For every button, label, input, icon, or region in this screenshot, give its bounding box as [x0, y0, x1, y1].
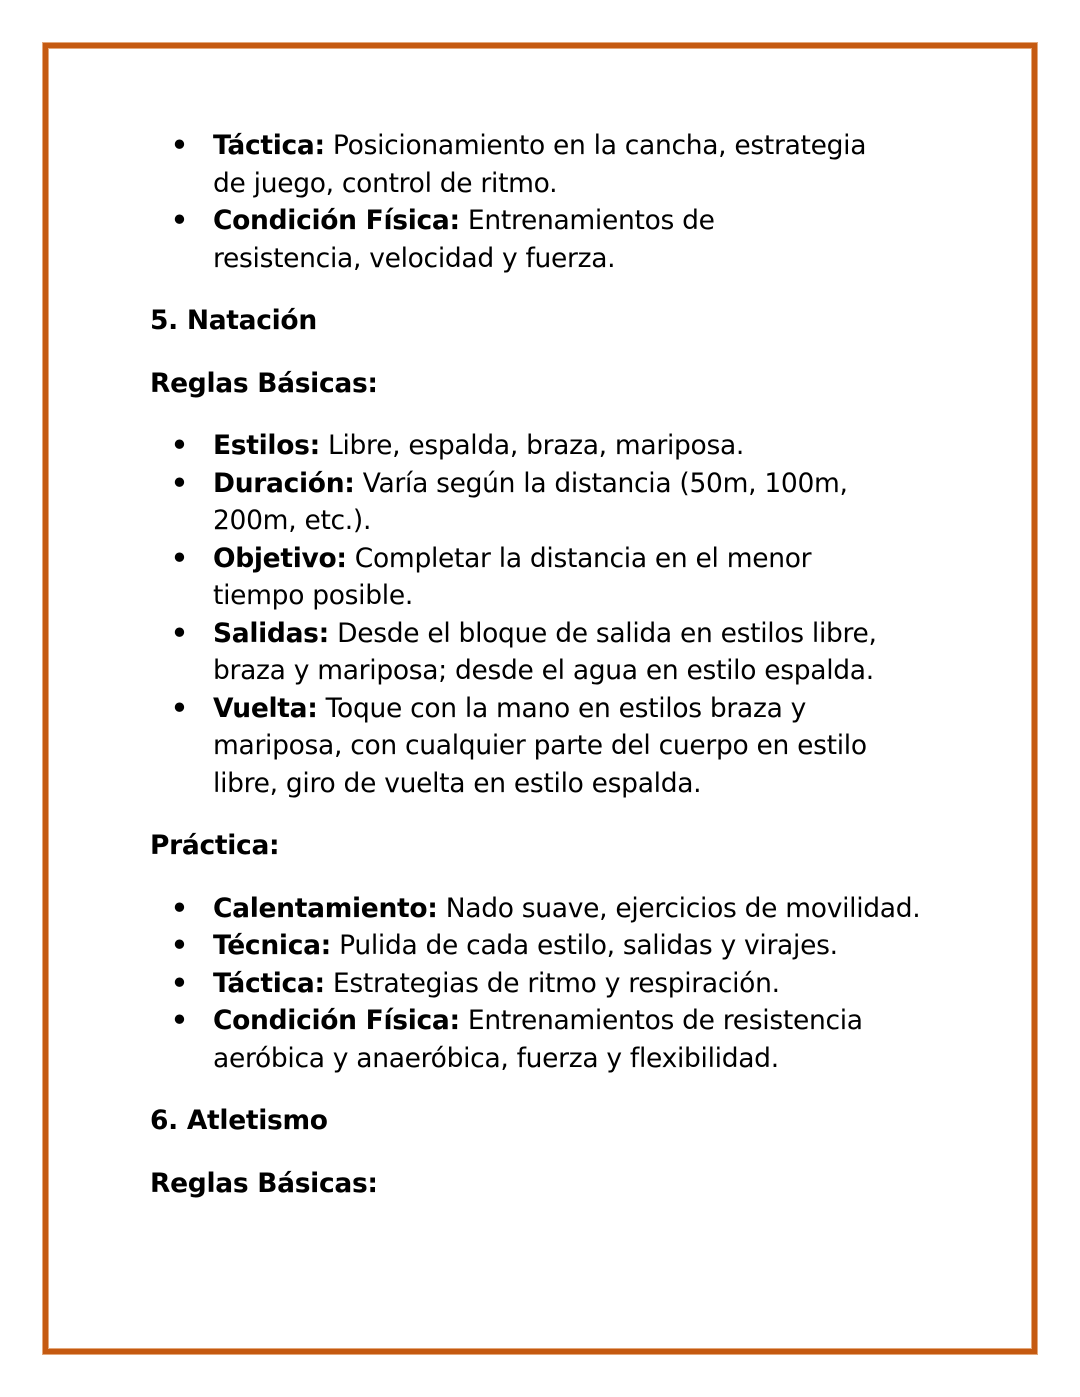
- list-item: [213, 890, 953, 928]
- item-text: Desde el bloque de salida en estilos libre, braza y mariposa; desde el agua en estilo espalda.: [213, 617, 877, 686]
- practice-heading-natacion: Práctica:: [150, 830, 280, 861]
- item-label: Táctica:: [213, 967, 325, 999]
- list-item: [213, 927, 953, 965]
- item-label: Condición Física:: [213, 1005, 460, 1036]
- rules-heading-natacion: Reglas Básicas:: [150, 367, 378, 399]
- item-text: Entrenamientos de resistencia, velocidad y fuerza.: [213, 205, 715, 274]
- natacion-rules-list: [150, 427, 950, 802]
- list-item: [213, 465, 893, 540]
- item-label: Técnica:: [213, 930, 331, 961]
- list-item: [213, 615, 918, 690]
- item-text: Posicionamiento en la cancha, estrategia de juego, control de ritmo.: [213, 130, 867, 199]
- list-item: [213, 690, 913, 803]
- list-item: [213, 202, 833, 277]
- item-label: Vuelta:: [213, 692, 318, 724]
- list-item: [213, 1002, 938, 1077]
- item-text: Libre, espalda, braza, mariposa.: [319, 430, 745, 461]
- item-text: Pulida de cada estilo, salidas y virajes.: [330, 930, 838, 961]
- section-title-atletismo: 6. Atletismo: [150, 1105, 328, 1136]
- rules-heading-atletismo: Reglas Básicas:: [150, 1167, 378, 1199]
- item-label: Táctica:: [213, 130, 325, 161]
- item-label: Salidas:: [213, 617, 329, 649]
- item-text: Completar la distancia en el menor tiempo posible.: [213, 542, 812, 611]
- item-text: Toque con la mano en estilos braza y mariposa, con cualquier parte del cuerpo en estilo libre, giro de vuelta en estilo espalda.: [213, 692, 867, 799]
- item-label: Objetivo:: [213, 542, 347, 574]
- list-item: [213, 127, 875, 202]
- list-item: [213, 965, 953, 1003]
- item-text: Nado suave, ejercicios de movilidad.: [437, 892, 921, 924]
- list-item: [213, 540, 883, 615]
- item-text: Entrenamientos de resistencia aeróbica y anaeróbica, fuerza y flexibilidad.: [213, 1005, 863, 1074]
- natacion-practice-list: [150, 890, 950, 1078]
- document-body: [150, 127, 950, 1202]
- top-bullet-list: [150, 127, 950, 277]
- item-label: Calentamiento:: [213, 892, 438, 924]
- section-title-natacion: 5. Natación: [150, 305, 317, 336]
- item-text: Estrategias de ritmo y respiración.: [324, 967, 780, 999]
- item-label: Condición Física:: [213, 205, 460, 236]
- item-label: Estilos:: [213, 430, 320, 461]
- item-text: Varía según la distancia (50m, 100m, 200m, etc.).: [213, 467, 848, 536]
- item-label: Duración:: [213, 467, 355, 499]
- list-item: [213, 427, 950, 465]
